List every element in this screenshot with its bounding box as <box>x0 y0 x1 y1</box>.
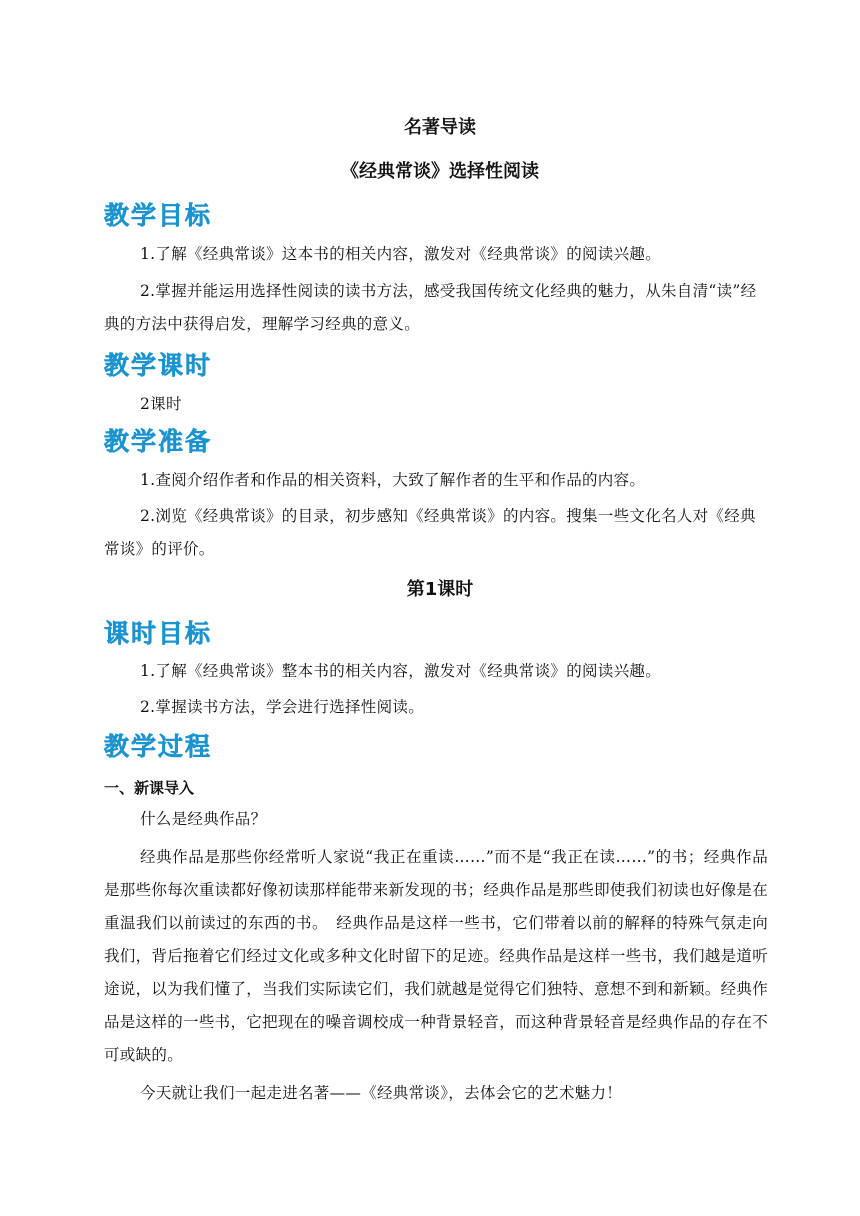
lesson-goal-item: 2.掌握读书方法，学会进行选择性阅读。 <box>140 698 424 716</box>
intro-closing: 今天就让我们一起走进名著——《经典常谈》，去体会它的艺术魅力！ <box>140 1084 623 1102</box>
new-lesson-intro-heading: 一、新课导入 <box>104 779 195 797</box>
teaching-goal-item: 2.掌握并能运用选择性阅读的读书方法，感受我国传统文化经典的魅力，从朱自清“读”经典的方法中获得启发，理解学习经典的意义。 <box>104 282 757 333</box>
intro-question: 什么是经典作品？ <box>140 810 267 828</box>
teaching-process-heading: 教学过程 <box>104 732 213 761</box>
document-title: 名著导读 <box>404 117 476 138</box>
teaching-goals-heading: 教学目标 <box>104 201 213 230</box>
document-subtitle: 《经典常谈》选择性阅读 <box>341 161 539 182</box>
lesson-title: 第1课时 <box>406 579 474 600</box>
teaching-hours-heading: 教学课时 <box>104 351 213 380</box>
teaching-preparation-item: 2.浏览《经典常谈》的目录，初步感知《经典常谈》的内容。搜集一些文化名人对《经典常谈》的评价。 <box>104 507 756 558</box>
teaching-hours-text: 2课时 <box>140 395 182 413</box>
teaching-preparation-item: 1.查阅介绍作者和作品的相关资料，大致了解作者的生平和作品的内容。 <box>140 471 646 489</box>
teaching-goal-item: 1.了解《经典常谈》这本书的相关内容，激发对《经典常谈》的阅读兴趣。 <box>140 245 661 263</box>
lesson-goals-heading: 课时目标 <box>104 619 213 648</box>
intro-paragraph: 经典作品是那些你经常听人家说“我正在重读……”而不是“我正在读……”的书；经典作品是那些你每次重读都好像初读那样能带来新发现的书；经典作品是那些即使我们初读也好像是在重温我们以前读过的东西的书。 经典作品是这样一些书，它们带着以前的解释的特殊气氛走向我们，背后拖着它们经过文化或多种文化时留下的足迹。经典作品是这样一些书，我们越是道听途说，以为我们懂了，当我们实际读它们，我们就越是觉得它们独特、意想不到和新颖。经典作品是这样的一些书，它把现在的噪音调校成一种背景轻音，而这种背景轻音是经典作品的存在不可或缺的。 <box>104 848 768 1064</box>
lesson-goal-item: 1.了解《经典常谈》整本书的相关内容，激发对《经典常谈》的阅读兴趣。 <box>140 662 661 680</box>
teaching-preparation-heading: 教学准备 <box>104 427 213 456</box>
